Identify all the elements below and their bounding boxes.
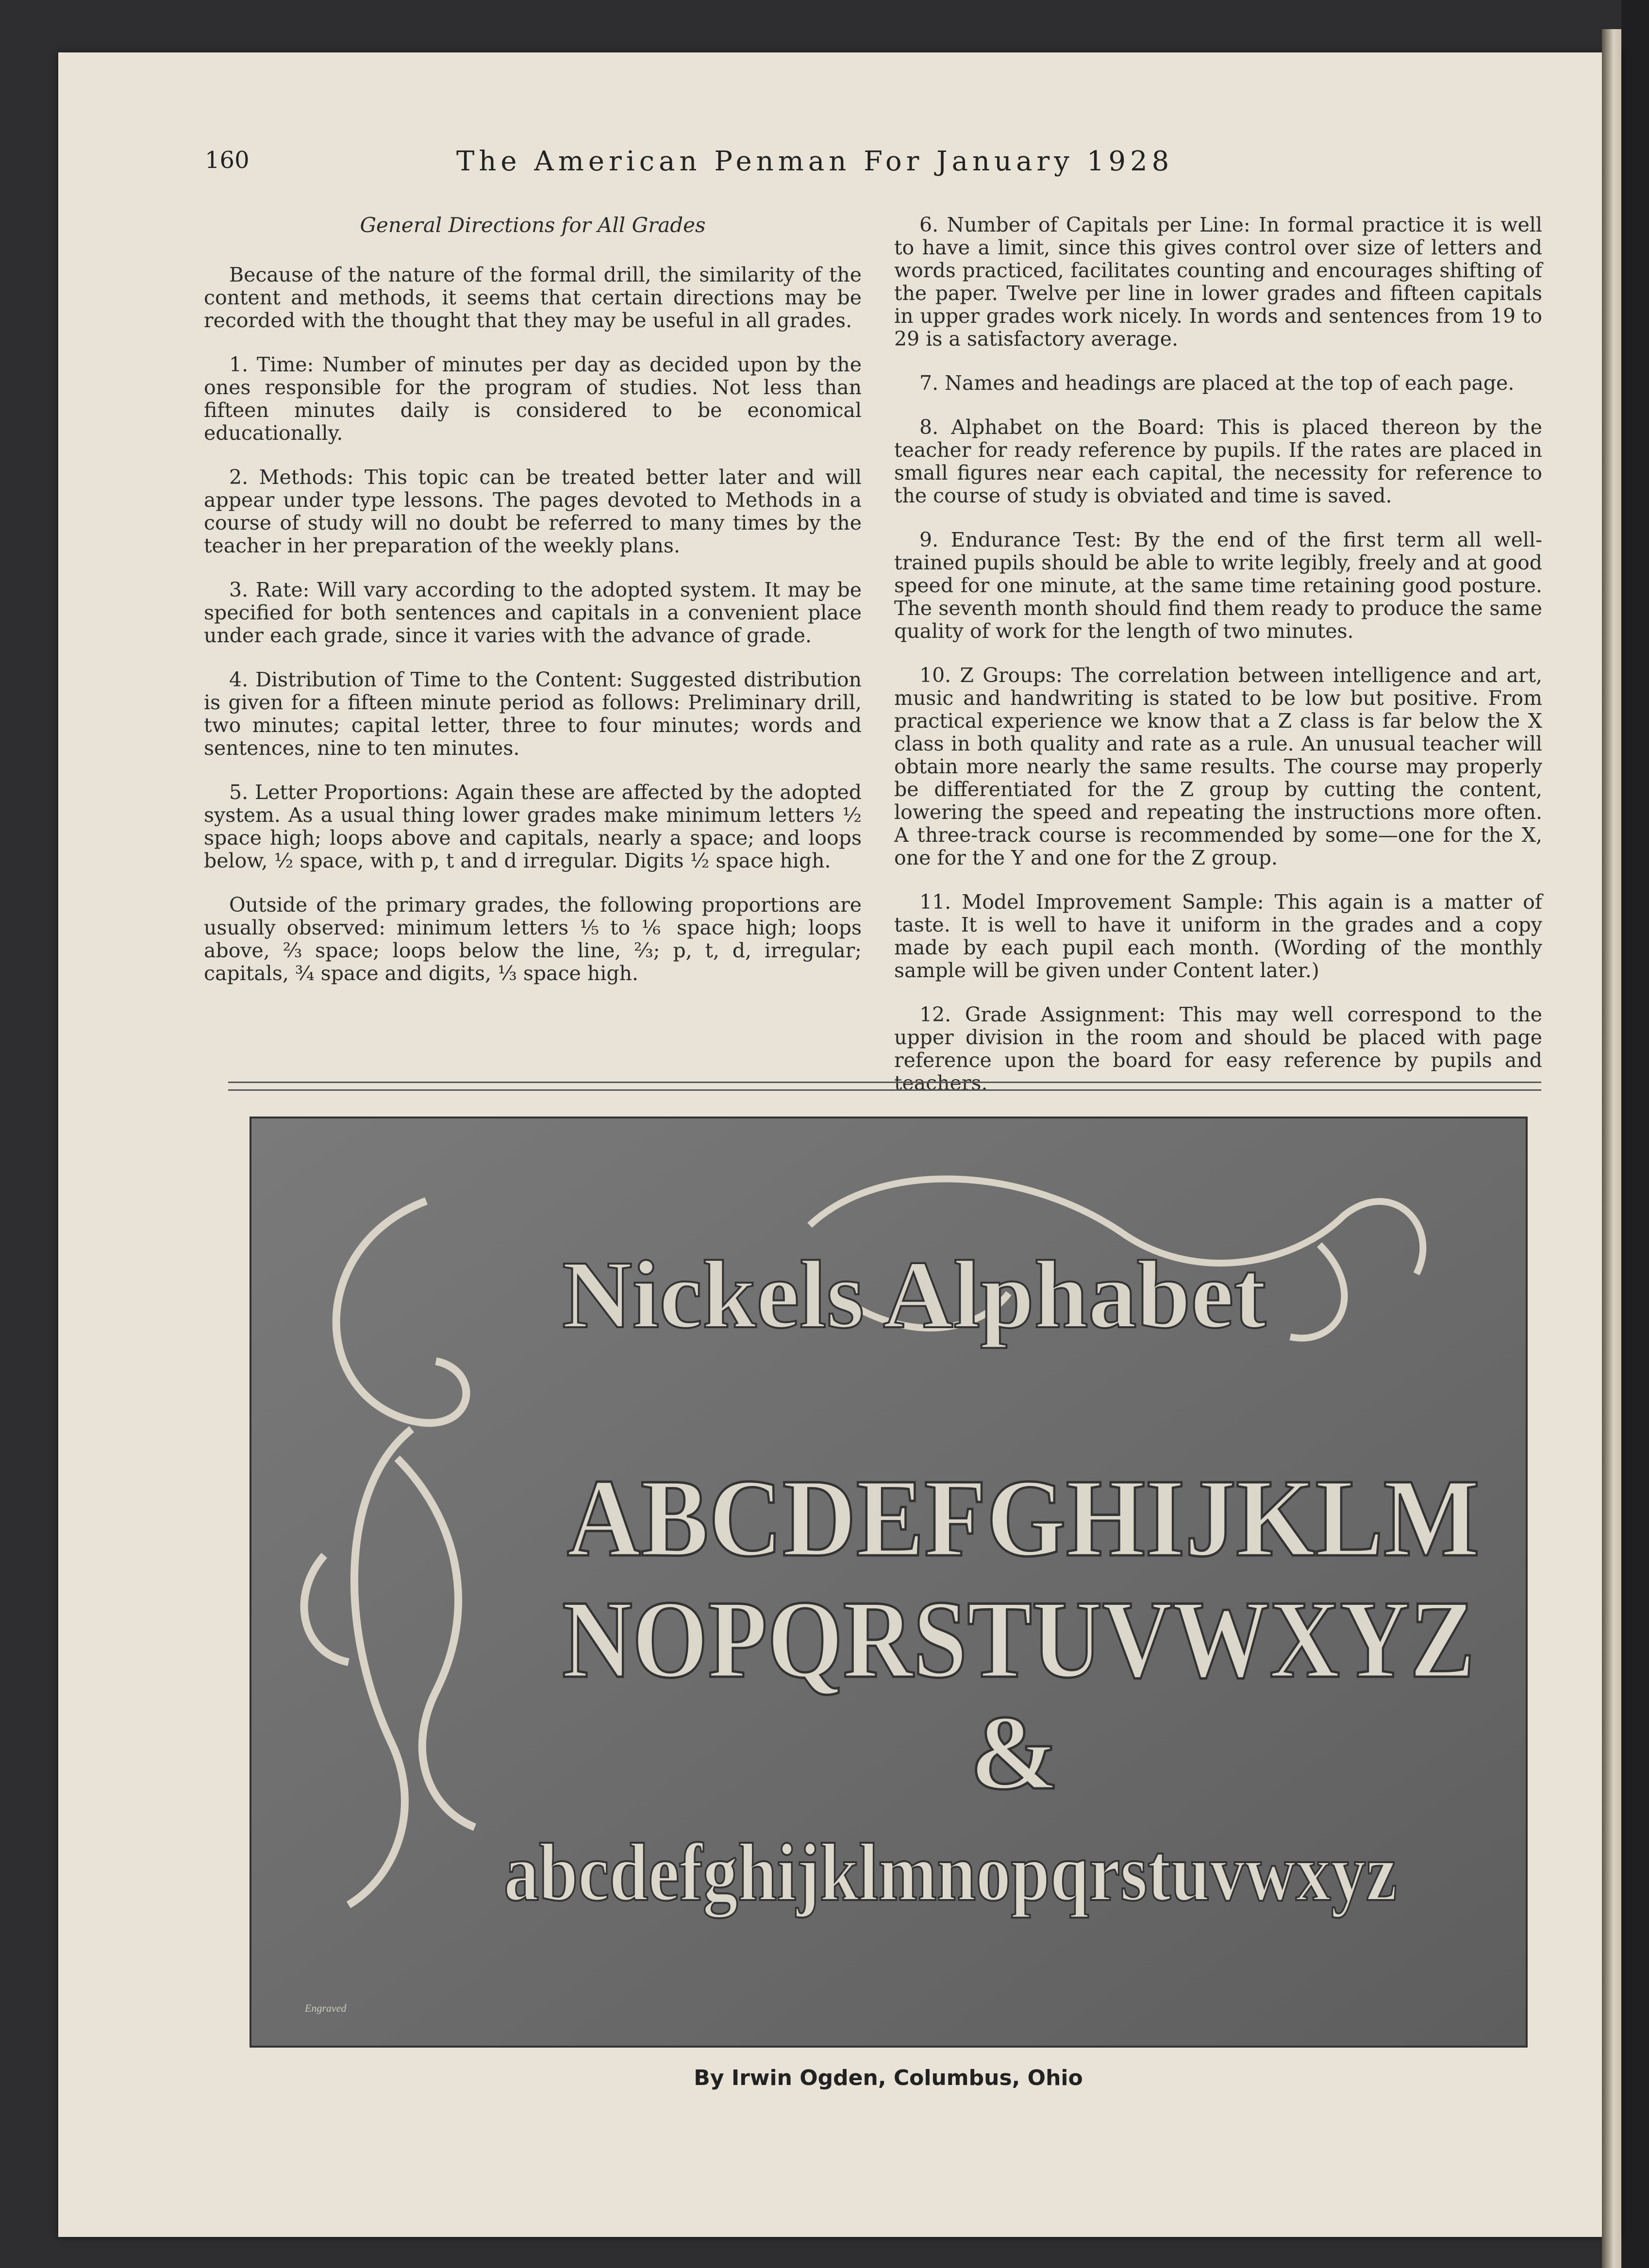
paragraph-intro: Because of the nature of the formal drill, the similarity of the content and methods, it seems that certain directions may be recorded with the thought that they may be useful in all grades. [204, 263, 862, 332]
paragraph-endurance-test: 9. Endurance Test: By the end of the first term all well-trained pupils should be able to write legibly, freely and at good speed for one minute, at the same time retaining good posture. The seventh month should find them ready to produce the same quality of work for the length of two minutes. [894, 528, 1542, 643]
paragraph-model-sample: 11. Model Improvement Sample: This again is a matter of taste. It is well to have it uniform in the grades and a copy made by each pupil each month. (Wording of the monthly sample will be given under Content later.) [894, 890, 1542, 982]
page-number: 160 [205, 147, 250, 174]
paragraph-letter-proportions: 5. Letter Proportions: Again these are affected by the adopted system. As a usual thing lower grades make minimum letters ½ space high; loops above and capitals, nearly a space; and loops below, ½ space, with p, t and d irregular. Digits ½ space high. [204, 781, 862, 872]
paragraph-alphabet-board: 8. Alphabet on the Board: This is placed thereon by the teacher for ready reference by pupils. If the rates are placed in small figures near each capital, the necessity for reference to the course of study is obviated and time is saved. [894, 416, 1542, 507]
paragraph-z-groups: 10. Z Groups: The correlation between intelligence and art, music and handwriting is stated to be low but positive. From practical experience we know that a Z class is far below the X class in both quality and rate as a rule. An unusual teacher will obtain more nearly the same results. The course may properly be differentiated for the Z group by cutting the content, lowering the speed and repeating the instructions more often. A three-track course is recommended by some—one for the X, one for the Y and one for the Z group. [894, 664, 1542, 869]
paragraph-names-headings: 7. Names and headings are placed at the top of each page. [919, 371, 1515, 395]
ampersand: & [970, 1693, 1059, 1812]
paragraph-proportions-upper: Outside of the primary grades, the following proportions are usually observed: minimum letters ⅕ to ⅙ space high; loops above, ⅔ space; loops below the line, ⅔; p, t, d, irregular; capitals, ¾ space and digits, ⅓ space high. [204, 893, 862, 985]
running-head: The American Penman For January 1928 [456, 146, 1174, 177]
page-gutter [1602, 29, 1621, 2268]
engraver-credit: Engraved [305, 2002, 347, 2014]
section-heading: General Directions for All Grades [360, 213, 706, 237]
paragraph-methods: 2. Methods: This topic can be treated better later and will appear under type lessons. The pages devoted to Methods in a course of study will no doubt be referred to many times by the teacher in her preparation of the weekly plans. [204, 466, 862, 557]
paragraph-grade-assignment: 12. Grade Assignment: This may well correspond to the upper division in the room and should be placed with page reference upon the board for easy reference by pupils and teachers. [894, 1003, 1542, 1095]
paragraph-rate: 3. Rate: Will vary according to the adopted system. It may be specified for both sentences and capitals in a convenient place under each grade, since it varies with the advance of grade. [204, 578, 862, 647]
lowercase-row: abcdefghijklmnopqrstuvwxyz [504, 1827, 1397, 1918]
divider-rule-top [228, 1082, 1541, 1083]
alphabet-artwork [251, 1118, 1526, 2046]
capitals-row-2: NOPQRSTUVWXYZ [562, 1577, 1475, 1701]
alphabet-illustration [250, 1117, 1528, 2048]
illustration-caption: By Irwin Ogden, Columbus, Ohio [694, 2066, 1083, 2090]
right-column [894, 214, 1542, 1116]
book-spine [1621, 0, 1649, 2268]
left-column [204, 214, 862, 1006]
paragraph-distribution: 4. Distribution of Time to the Content: Suggested distribution is given for a fifteen minute period as follows: Preliminary drill, two minutes; capital letter, three to four minutes; words and sentences, nine to ten minutes. [204, 668, 862, 760]
paragraph-time: 1. Time: Number of minutes per day as decided upon by the ones responsible for the program of studies. Not less than fifteen minutes daily is considered to be economical educationally. [204, 353, 862, 445]
paragraph-capitals-per-line: 6. Number of Capitals per Line: In formal practice it is well to have a limit, since this gives control over size of letters and words practiced, facilitates counting and encourages shifting of the paper. Twelve per line in lower grades and fifteen capitals in upper grades work nicely. In words and sentences from 19 to 29 is a satisfactory average. [894, 213, 1542, 350]
divider-rule-bottom [228, 1089, 1541, 1091]
capitals-row-1: ABCDEFGHIJKLM [567, 1456, 1480, 1580]
illustration-title: Nickels Alphabet [562, 1241, 1266, 1349]
